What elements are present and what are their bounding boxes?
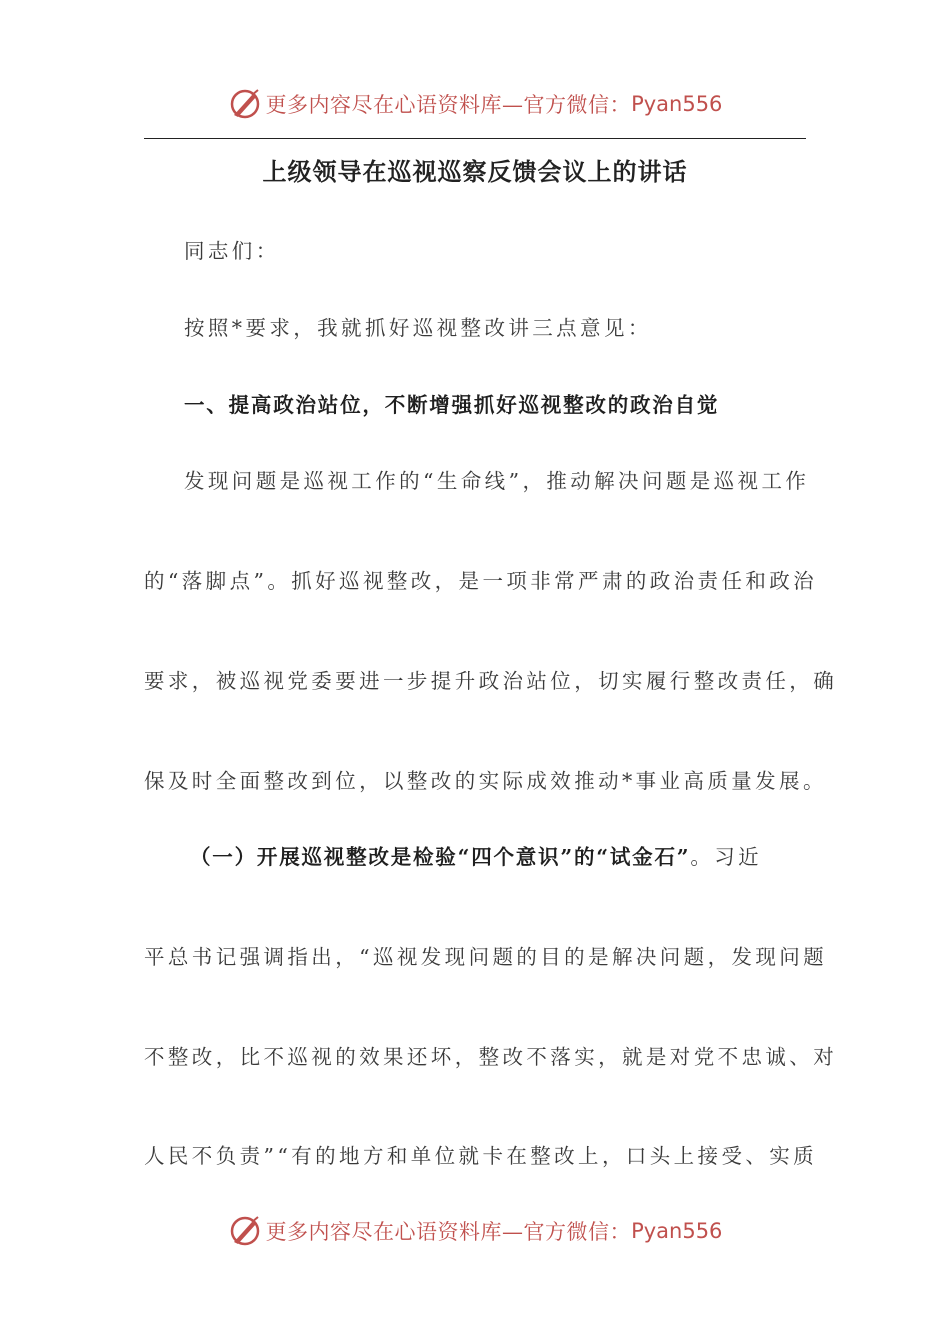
salutation: 同志们： bbox=[184, 239, 280, 263]
section-heading: 一、提高政治站位，不断增强抓好巡视整改的政治自觉 bbox=[184, 393, 720, 417]
pen-logo-icon bbox=[228, 87, 262, 121]
pen-logo-icon bbox=[228, 1214, 262, 1248]
paragraph-line: 的“落脚点”。抓好巡视整改，是一项非常严肃的政治责任和政治 bbox=[144, 569, 818, 593]
document-title: 上级领导在巡视巡察反馈会议上的讲话 bbox=[262, 157, 688, 186]
footer-banner-text: 更多内容尽在心语资料库—官方微信： bbox=[265, 1220, 632, 1244]
header-banner-text: 更多内容尽在心语资料库—官方微信： bbox=[265, 93, 632, 117]
paragraph-line: 按照*要求，我就抓好巡视整改讲三点意见： bbox=[184, 316, 652, 340]
footer-wechat-id: Pyan556 bbox=[631, 1219, 723, 1243]
footer-banner bbox=[0, 1209, 950, 1253]
paragraph-line: 人民不负责”“有的地方和单位就卡在整改上，口头上接受、实质 bbox=[144, 1144, 818, 1168]
paragraph-line: 要求，被巡视党委要进一步提升政治站位，切实履行整改责任，确 bbox=[144, 669, 838, 693]
paragraph-line: 平总书记强调指出，“巡视发现问题的目的是解决问题，发现问题 bbox=[144, 945, 828, 969]
header-divider bbox=[144, 138, 806, 139]
subsection-heading: （一）开展巡视整改是检验“四个意识”的“试金石” bbox=[190, 845, 691, 869]
paragraph-line: 发现问题是巡视工作的“生命线”，推动解决问题是巡视工作 bbox=[184, 469, 810, 493]
paragraph-line: 保及时全面整改到位，以整改的实际成效推动*事业高质量发展。 bbox=[144, 769, 827, 793]
subsection-continuation: 。习近 bbox=[690, 845, 763, 869]
header-banner bbox=[0, 82, 950, 126]
subsection-line bbox=[190, 842, 806, 872]
header-wechat-id: Pyan556 bbox=[631, 92, 723, 116]
paragraph-line: 不整改，比不巡视的效果还坏，整改不落实，就是对党不忠诚、对 bbox=[144, 1045, 838, 1069]
